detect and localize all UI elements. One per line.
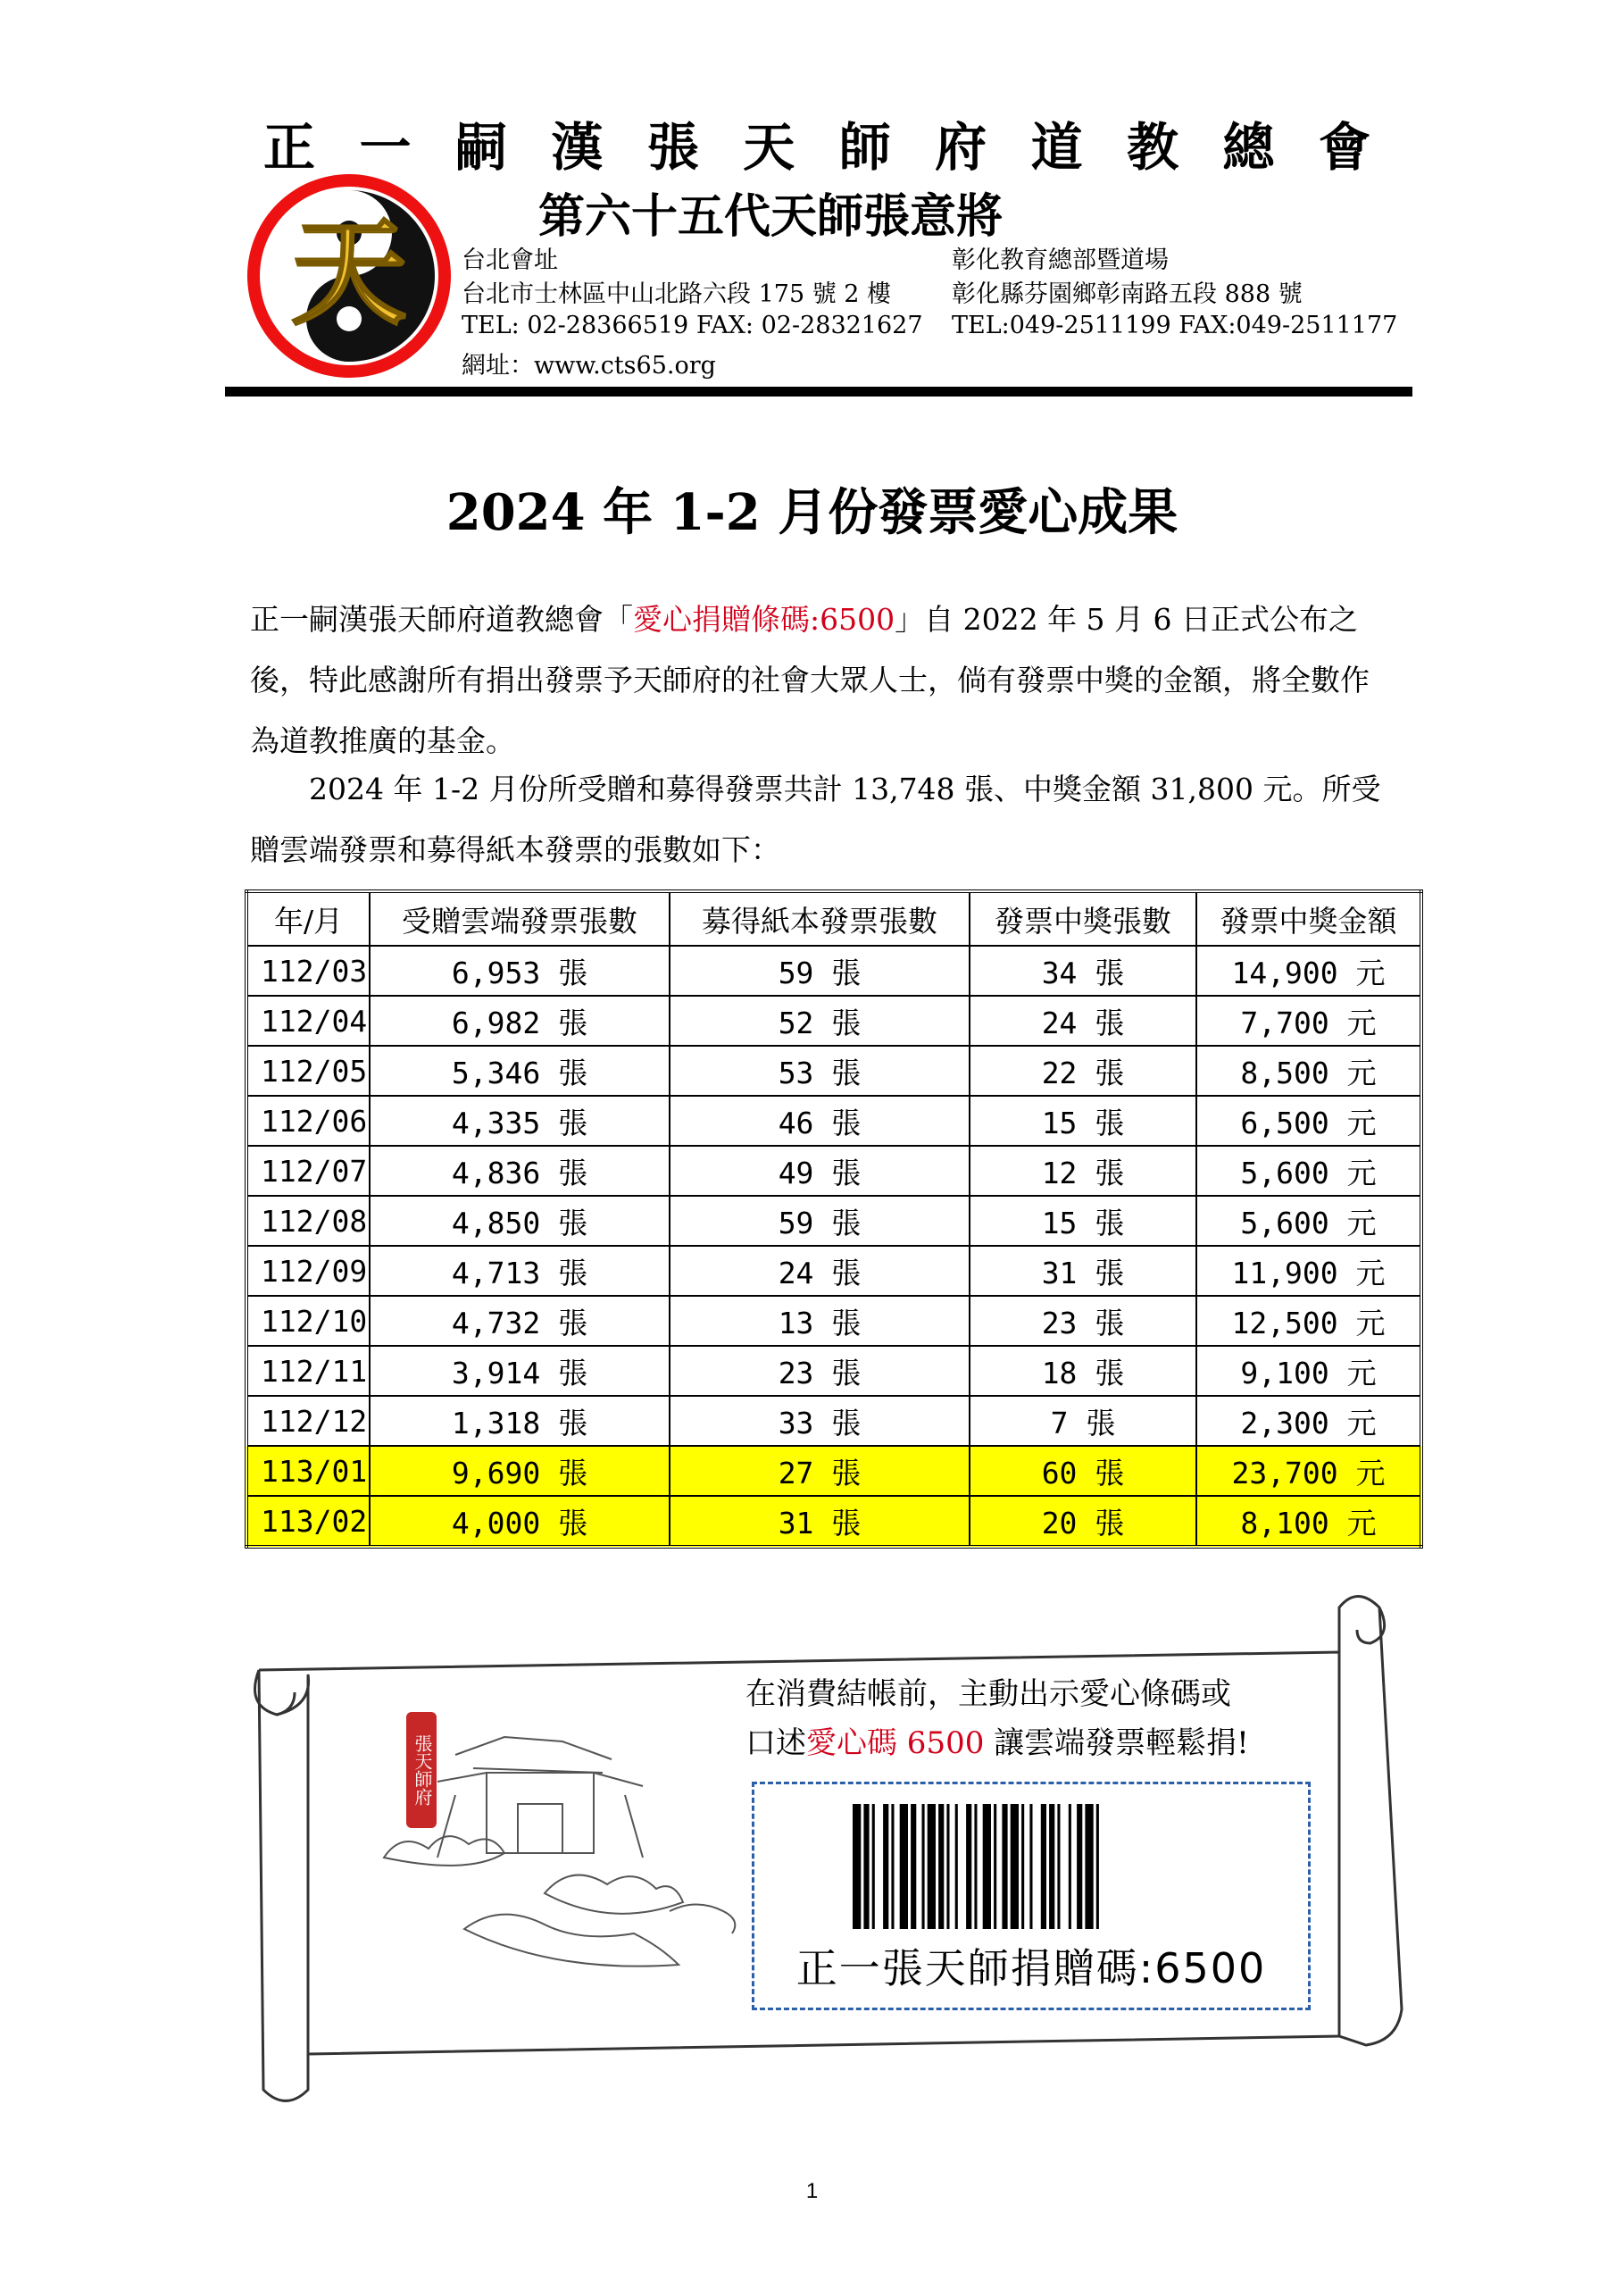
cell-cloud: 3,914 張 — [370, 1346, 670, 1396]
cell-win-amount: 8,500 元 — [1196, 1046, 1421, 1096]
table-row — [246, 946, 1421, 996]
org-name-char: 師 — [838, 117, 891, 178]
cell-win-amount: 14,900 元 — [1196, 946, 1421, 996]
cell-win-count: 12 張 — [970, 1146, 1196, 1196]
barcode-bar — [983, 1804, 991, 1929]
donation-code-highlight: 愛心捐贈條碼:6500 — [633, 602, 895, 637]
cell-cloud: 5,346 張 — [370, 1046, 670, 1096]
barcode-bar — [1021, 1804, 1024, 1929]
cell-win-amount: 9,100 元 — [1196, 1346, 1421, 1396]
cell-month: 112/12 — [246, 1396, 370, 1446]
cell-cloud: 4,713 張 — [370, 1246, 670, 1296]
page-title: 2024 年 1-2 月份發票愛心成果 — [446, 483, 1178, 542]
taipei-tel-fax: TEL: 02-28366519 FAX: 02-28321627 — [462, 312, 923, 339]
cell-month: 112/10 — [246, 1296, 370, 1346]
cell-paper: 33 張 — [670, 1396, 970, 1446]
cell-cloud: 9,690 張 — [370, 1446, 670, 1496]
barcode-bar — [955, 1804, 958, 1929]
cell-win-count: 23 張 — [970, 1296, 1196, 1346]
cell-paper: 46 張 — [670, 1096, 970, 1146]
donation-slogan — [745, 1670, 1249, 1768]
changhua-address-block — [952, 244, 1303, 312]
cell-month: 112/11 — [246, 1346, 370, 1396]
cell-month: 113/01 — [246, 1446, 370, 1496]
slogan-line-1: 在消費結帳前，主動出示愛心條碼或 — [745, 1676, 1231, 1712]
barcode-bar — [900, 1804, 908, 1929]
header-cloud-invoices: 受贈雲端發票張數 — [370, 891, 670, 946]
barcode-bar — [1085, 1804, 1093, 1929]
slogan-code-highlight: 愛心碼 6500 — [806, 1725, 985, 1761]
cell-paper: 31 張 — [670, 1496, 970, 1547]
org-name-char: 漢 — [551, 117, 604, 178]
org-name-char: 總 — [1222, 117, 1275, 178]
header-month: 年/月 — [246, 891, 370, 946]
barcode-bar — [1057, 1804, 1060, 1929]
cell-paper: 27 張 — [670, 1446, 970, 1496]
org-name-char: 張 — [646, 117, 699, 178]
cell-win-amount: 2,300 元 — [1196, 1396, 1421, 1446]
cell-paper: 24 張 — [670, 1246, 970, 1296]
cell-win-count: 20 張 — [970, 1496, 1196, 1547]
taichi-logo-icon — [244, 171, 454, 381]
barcode-icon — [853, 1804, 1210, 1929]
changhua-address: 彰化縣芬園鄉彰南路五段 888 號 — [952, 280, 1303, 308]
cell-cloud: 1,318 張 — [370, 1396, 670, 1446]
barcode-bar — [883, 1804, 888, 1929]
cell-month: 112/06 — [246, 1096, 370, 1146]
table-row — [246, 1396, 1421, 1446]
page-number: 1 — [805, 2179, 819, 2203]
barcode-bar — [1049, 1804, 1054, 1929]
header-divider — [225, 387, 1412, 397]
changhua-tel-fax: TEL:049-2511199 FAX:049-2511177 — [952, 312, 1398, 339]
header-winning-count: 發票中獎張數 — [970, 891, 1196, 946]
barcode-bar — [928, 1804, 936, 1929]
table-row — [246, 1296, 1421, 1346]
subtitle: 第六十五代天師張意將 — [538, 190, 1004, 244]
table-row — [246, 1196, 1421, 1246]
intro-text-end: 」自 2022 年 5 月 6 日正式公布之後，特此感謝所有捐出發票予天師府的社會大眾人士，倘有發票中獎的金額，將全數作為道教推廣的基金。 — [250, 602, 1370, 758]
header-winning-amount: 發票中獎金額 — [1196, 891, 1421, 946]
slogan-suffix: 讓雲端發票輕鬆捐! — [984, 1725, 1249, 1761]
cell-paper: 53 張 — [670, 1046, 970, 1096]
slogan-line-2 — [745, 1719, 1249, 1768]
cell-paper: 59 張 — [670, 946, 970, 996]
table-row — [246, 1046, 1421, 1096]
summary-paragraph: 2024 年 1-2 月份所受贈和募得發票共計 13,748 張、中獎金額 31,800 元。所受贈雲端發票和募得紙本發票的張數如下： — [250, 772, 1381, 867]
barcode-bar — [891, 1804, 894, 1929]
barcode-bar — [911, 1804, 916, 1929]
org-name-char: 教 — [1127, 117, 1179, 178]
logo-character: 天 — [290, 205, 408, 341]
cell-win-count: 24 張 — [970, 996, 1196, 1046]
cell-cloud: 4,850 張 — [370, 1196, 670, 1246]
table-row — [246, 996, 1421, 1046]
cell-win-count: 18 張 — [970, 1346, 1196, 1396]
cell-cloud: 6,953 張 — [370, 946, 670, 996]
seal-stamp: 張天師府 — [406, 1712, 437, 1828]
barcode-bar — [853, 1804, 861, 1929]
cell-paper: 49 張 — [670, 1146, 970, 1196]
cell-paper: 23 張 — [670, 1346, 970, 1396]
table-header-row — [246, 891, 1421, 946]
cell-month: 112/05 — [246, 1046, 370, 1096]
cell-win-count: 22 張 — [970, 1046, 1196, 1096]
cell-month: 112/07 — [246, 1146, 370, 1196]
cell-cloud: 4,335 張 — [370, 1096, 670, 1146]
org-name-char: 道 — [1030, 117, 1083, 178]
organization-name — [263, 105, 1370, 180]
barcode-bar — [1077, 1804, 1082, 1929]
changhua-label: 彰化教育總部暨道場 — [952, 246, 1169, 274]
taipei-address: 台北市士林區中山北路六段 175 號 2 樓 — [462, 280, 892, 308]
table-row — [246, 1246, 1421, 1296]
cell-month: 112/09 — [246, 1246, 370, 1296]
cell-win-count: 15 張 — [970, 1096, 1196, 1146]
cell-month: 113/02 — [246, 1496, 370, 1547]
header-paper-invoices: 募得紙本發票張數 — [670, 891, 970, 946]
barcode-bar — [974, 1804, 977, 1929]
cell-win-count: 7 張 — [970, 1396, 1196, 1446]
org-name-char: 會 — [1318, 117, 1370, 178]
barcode-bar — [1096, 1804, 1099, 1929]
invoice-results-table — [245, 889, 1423, 1549]
barcode-bar — [994, 1804, 996, 1929]
table-row — [246, 1146, 1421, 1196]
taipei-address-block — [462, 244, 891, 312]
barcode-bar — [946, 1804, 949, 1929]
cell-paper: 52 張 — [670, 996, 970, 1046]
org-name-char: 嗣 — [454, 117, 507, 178]
barcode-bar — [1011, 1804, 1019, 1929]
cell-win-amount: 5,600 元 — [1196, 1146, 1421, 1196]
barcode-bar — [966, 1804, 971, 1929]
intro-text-start: 正一嗣漢張天師府道教總會「 — [250, 602, 633, 637]
website: 網址：www.cts65.org — [462, 352, 716, 380]
intro-paragraph — [250, 589, 1393, 772]
table-row-highlighted — [246, 1496, 1421, 1547]
barcode-bar — [938, 1804, 944, 1929]
barcode-bar — [1002, 1804, 1007, 1929]
org-name-char: 一 — [359, 117, 412, 178]
cell-win-count: 60 張 — [970, 1446, 1196, 1496]
cell-cloud: 4,732 張 — [370, 1296, 670, 1346]
barcode-label: 正一張天師捐贈碼:6500 — [795, 1944, 1267, 1992]
org-name-char: 天 — [743, 117, 795, 178]
cell-win-amount: 5,600 元 — [1196, 1196, 1421, 1246]
table-row-highlighted — [246, 1446, 1421, 1496]
barcode-bar — [1041, 1804, 1046, 1929]
barcode-bar — [863, 1804, 869, 1929]
cell-win-count: 31 張 — [970, 1246, 1196, 1296]
barcode-bar — [1029, 1804, 1032, 1929]
cell-paper: 59 張 — [670, 1196, 970, 1246]
cell-win-amount: 23,700 元 — [1196, 1446, 1421, 1496]
org-name-char: 府 — [935, 117, 987, 178]
cell-win-amount: 11,900 元 — [1196, 1246, 1421, 1296]
cell-win-amount: 12,500 元 — [1196, 1296, 1421, 1346]
cell-month: 112/04 — [246, 996, 370, 1046]
cell-cloud: 6,982 張 — [370, 996, 670, 1046]
cell-win-amount: 7,700 元 — [1196, 996, 1421, 1046]
cell-month: 112/03 — [246, 946, 370, 996]
barcode-bar — [872, 1804, 875, 1929]
cell-paper: 13 張 — [670, 1296, 970, 1346]
taipei-label: 台北會址 — [462, 246, 558, 274]
cell-win-count: 34 張 — [970, 946, 1196, 996]
slogan-prefix: 口述 — [745, 1725, 806, 1761]
cell-win-amount: 6,500 元 — [1196, 1096, 1421, 1146]
cell-month: 112/08 — [246, 1196, 370, 1246]
cell-win-amount: 8,100 元 — [1196, 1496, 1421, 1547]
org-name-char: 正 — [263, 117, 316, 178]
cell-cloud: 4,836 張 — [370, 1146, 670, 1196]
barcode-bar — [922, 1804, 925, 1929]
cell-win-count: 15 張 — [970, 1196, 1196, 1246]
table-row — [246, 1096, 1421, 1146]
contact-line — [462, 312, 1398, 339]
cell-cloud: 4,000 張 — [370, 1496, 670, 1547]
barcode-bar — [1069, 1804, 1071, 1929]
table-row — [246, 1346, 1421, 1396]
barcode-card — [752, 1782, 1311, 2010]
